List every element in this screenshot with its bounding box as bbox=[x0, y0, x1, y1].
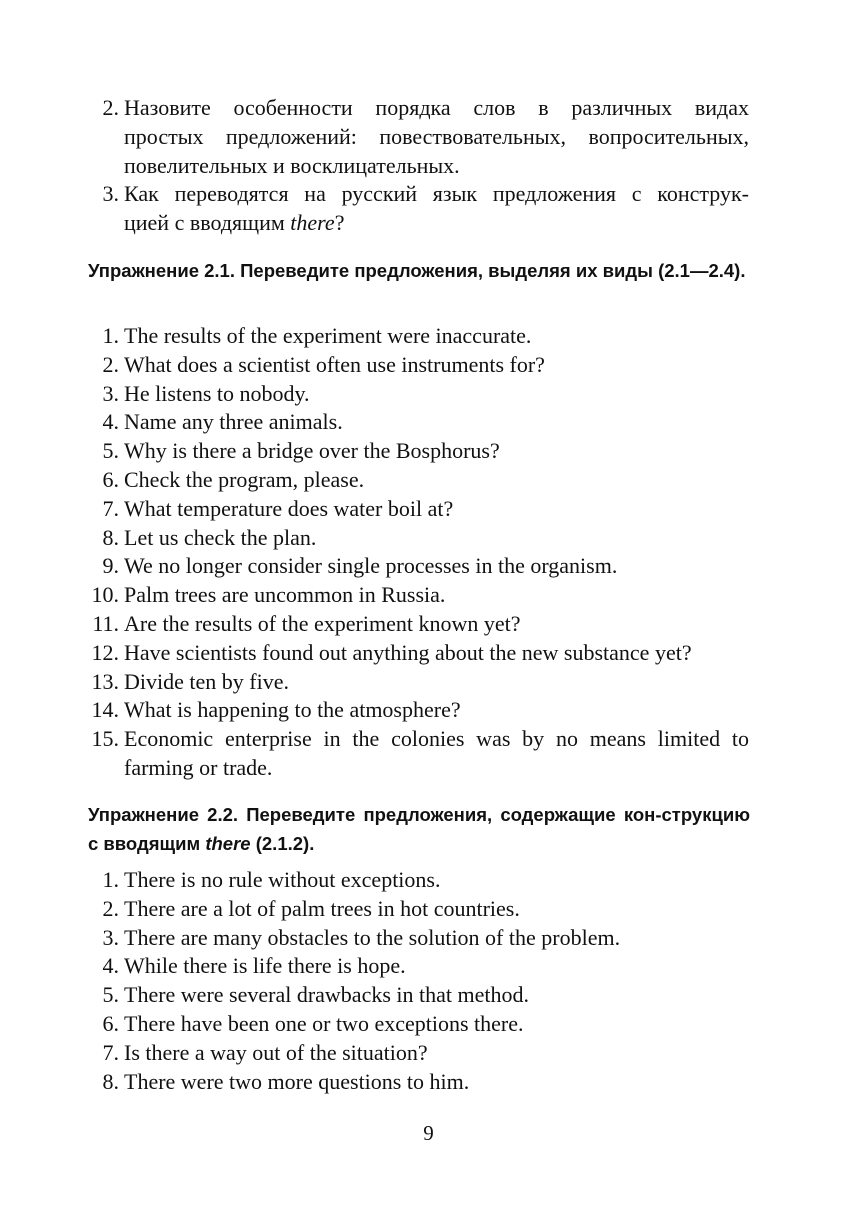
heading-text: (2.1.2). bbox=[250, 833, 315, 854]
exercise-2-1-list bbox=[0, 322, 857, 783]
list-item bbox=[0, 351, 857, 380]
item-text: Have scientists found out anything about the new substance yet? bbox=[124, 639, 692, 665]
list-item bbox=[0, 466, 857, 495]
item-number: 13. bbox=[91, 668, 119, 694]
item-text: Check the program, please. bbox=[124, 466, 365, 492]
item-number: 8. bbox=[102, 1068, 119, 1094]
item-number: 6. bbox=[102, 466, 119, 492]
item-text: Is there a way out of the situation? bbox=[124, 1039, 428, 1065]
item-number: 7. bbox=[102, 1039, 119, 1065]
list-item bbox=[0, 866, 857, 895]
list-item bbox=[0, 94, 857, 180]
item-text: There are many obstacles to the solution of the problem. bbox=[124, 924, 621, 950]
list-item bbox=[0, 380, 857, 409]
heading-text: Упражнение 2.2. Переведите предложения, содержащие кон-струкцию с вводящим bbox=[88, 804, 750, 854]
item-number: 8. bbox=[102, 524, 119, 550]
item-number: 5. bbox=[102, 438, 119, 464]
item-text: Let us check the plan. bbox=[124, 524, 317, 550]
item-number: 3. bbox=[102, 380, 119, 406]
item-text: We no longer consider single processes in the organism. bbox=[124, 553, 618, 579]
item-text bbox=[124, 180, 749, 238]
item-number: 3. bbox=[102, 924, 119, 950]
item-text: There is no rule without exceptions. bbox=[124, 867, 441, 892]
item-text: Divide ten by five. bbox=[124, 668, 289, 694]
list-item bbox=[0, 1039, 857, 1068]
item-text: Name any three animals. bbox=[124, 409, 343, 435]
item-number: 7. bbox=[102, 495, 119, 521]
item-text: The results of the experiment were inaccurate. bbox=[124, 323, 532, 348]
list-item bbox=[0, 495, 857, 524]
item-text: What does a scientist often use instruments for? bbox=[124, 351, 545, 377]
list-item bbox=[0, 1068, 857, 1097]
exercise-2-2-heading bbox=[88, 800, 750, 858]
item-number: 9. bbox=[102, 553, 119, 579]
text-line bbox=[124, 209, 749, 238]
item-text: What temperature does water boil at? bbox=[124, 495, 454, 521]
list-item bbox=[0, 552, 857, 581]
item-text: What is happening to the atmosphere? bbox=[124, 697, 461, 723]
item-number: 5. bbox=[102, 982, 119, 1008]
list-item bbox=[0, 180, 857, 238]
list-item bbox=[0, 581, 857, 610]
item-number: 1. bbox=[102, 867, 119, 892]
list-item bbox=[0, 668, 857, 697]
text-line: Назовите особенности порядка слов в различных видах bbox=[124, 95, 749, 120]
list-item bbox=[0, 1010, 857, 1039]
item-text: There are a lot of palm trees in hot countries. bbox=[124, 895, 520, 921]
text-line: повелительных и восклицательных. bbox=[124, 152, 460, 178]
heading-italic-term: there bbox=[205, 833, 251, 854]
item-text bbox=[124, 725, 749, 783]
text-line: Как переводятся на русский язык предложения с конструк- bbox=[124, 181, 749, 207]
item-number: 11. bbox=[92, 610, 119, 636]
item-text: There were two more questions to him. bbox=[124, 1068, 470, 1094]
page-number: 9 bbox=[423, 1121, 434, 1145]
item-number: 12. bbox=[91, 639, 119, 665]
item-number: 3. bbox=[102, 181, 119, 207]
exercise-2-2-list bbox=[0, 866, 857, 1096]
list-item bbox=[0, 639, 857, 668]
list-item bbox=[0, 981, 857, 1010]
list-item bbox=[0, 952, 857, 981]
text-line: простых предложений: повествовательных, вопросительных, bbox=[124, 123, 749, 149]
list-item bbox=[0, 610, 857, 639]
exercise-2-1-heading: Упражнение 2.1. Переведите предложения, выделяя их виды (2.1—2.4). bbox=[88, 260, 746, 281]
list-item bbox=[0, 437, 857, 466]
item-text: Why is there a bridge over the Bosphorus? bbox=[124, 438, 500, 464]
item-number: 4. bbox=[102, 953, 119, 979]
italic-term: there bbox=[290, 210, 335, 236]
intro-question-list bbox=[0, 94, 857, 238]
item-text: While there is life there is hope. bbox=[124, 953, 406, 979]
list-item bbox=[0, 408, 857, 437]
text-line: farming or trade. bbox=[124, 754, 273, 780]
item-number: 2. bbox=[102, 95, 119, 120]
item-text: Palm trees are uncommon in Russia. bbox=[124, 582, 446, 608]
list-item bbox=[0, 322, 857, 351]
list-item bbox=[0, 696, 857, 725]
item-number: 10. bbox=[91, 582, 119, 608]
item-text bbox=[124, 94, 749, 180]
list-item bbox=[0, 725, 857, 783]
item-number: 2. bbox=[102, 895, 119, 921]
item-text: There were several drawbacks in that method. bbox=[124, 982, 529, 1008]
item-text: He listens to nobody. bbox=[124, 380, 310, 406]
text-fragment: ? bbox=[334, 210, 345, 236]
item-number: 15. bbox=[91, 726, 119, 752]
list-item bbox=[0, 524, 857, 553]
item-text: Are the results of the experiment known yet? bbox=[124, 610, 521, 636]
list-item bbox=[0, 895, 857, 924]
item-number: 6. bbox=[102, 1010, 119, 1036]
text-line: Economic enterprise in the colonies was by no means limited to bbox=[124, 726, 749, 752]
item-text: There have been one or two exceptions there. bbox=[124, 1010, 524, 1036]
text-fragment: цией с вводящим bbox=[124, 210, 291, 236]
item-number: 2. bbox=[102, 351, 119, 377]
item-number: 14. bbox=[91, 697, 119, 723]
list-item bbox=[0, 924, 857, 953]
item-number: 1. bbox=[102, 323, 119, 348]
item-number: 4. bbox=[102, 409, 119, 435]
